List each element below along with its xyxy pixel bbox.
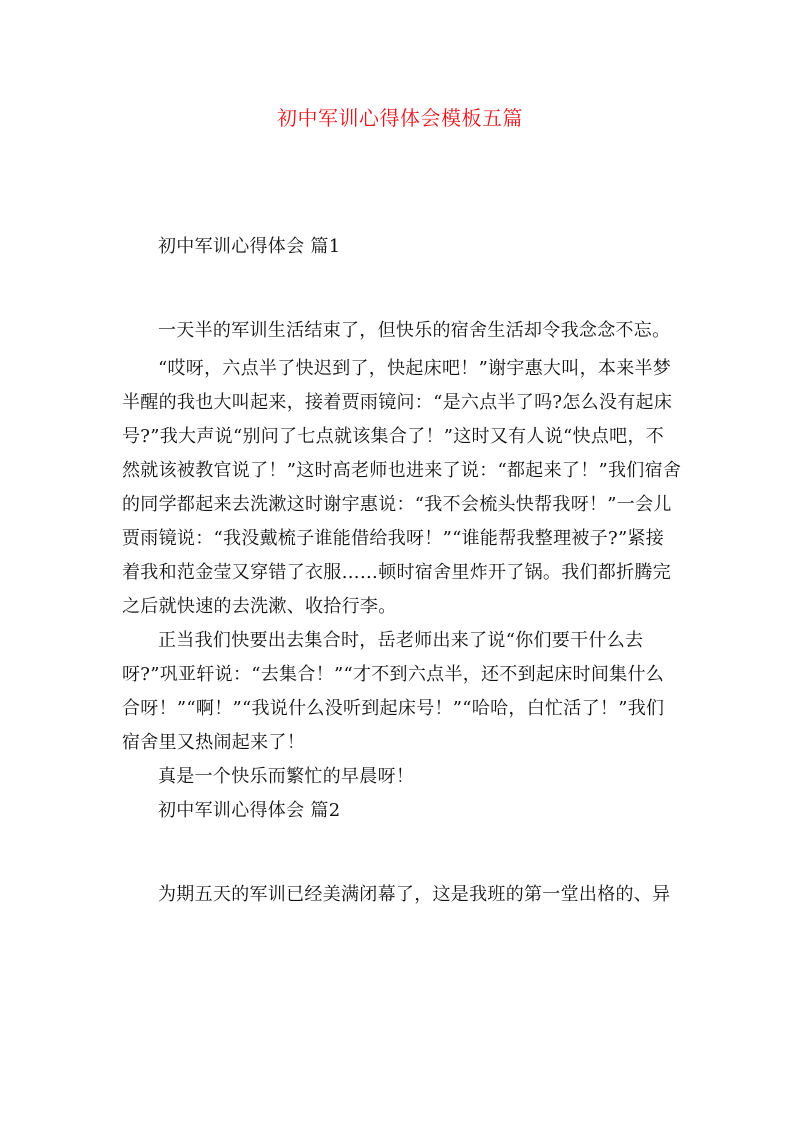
paragraph-3: 正当我们快要出去集合时，岳老师出来了说“你们要干什么去呀?”巩亚轩说：“去集合！”“才不到六点半，还不到起床时间集什么合呀！”“啊！”“我说什么没听到起床号！”“哈哈，白忙活了！”我们宿舍里又热闹起来了！ [122, 630, 665, 753]
section-1-body [122, 314, 682, 348]
paragraph-1: 一天半的军训生活结束了，但快乐的宿舍生活却令我念念不忘。 [158, 320, 671, 341]
paragraph-4: 真是一个快乐而繁忙的早晨呀！ [158, 766, 415, 787]
document-title: 初中军训心得体会模板五篇 [277, 106, 523, 130]
section-heading-2: 初中军训心得体会 篇2 [158, 800, 341, 821]
paragraph-5: 为期五天的军训已经美满闭幕了，这是我班的第一堂出格的、异 [158, 884, 671, 905]
section-spacer [122, 828, 682, 878]
section-heading-1-text: 初中军训心得体会 篇1 [158, 236, 341, 257]
paragraph-2: “哎呀，六点半了快迟到了，快起床吧！”谢宇惠大叫，本来半梦半醒的我也大叫起来，接着贾雨镜问：“是六点半了吗?怎么没有起床号?”我大声说“别问了七点就该集合了！”这时又有人说“快点吧，不然就该被教官说了！”这时高老师也进来了说：“都起来了！”我们宿舍的同学都起来去洗漱这时谢宇惠说：“我不会梳头快帮我呀！”一会儿贾雨镜说：“我没戴梳子谁能借给我呀！”“谁能帮我整理被子?”紧接着我和范金莹又穿错了衣服……顿时宿舍里炸开了锅。我们都折腾完之后就快速的去洗漱、收拾行李。 [122, 358, 682, 617]
section-1-body-continued [122, 352, 682, 912]
section-heading-1 [122, 230, 682, 264]
